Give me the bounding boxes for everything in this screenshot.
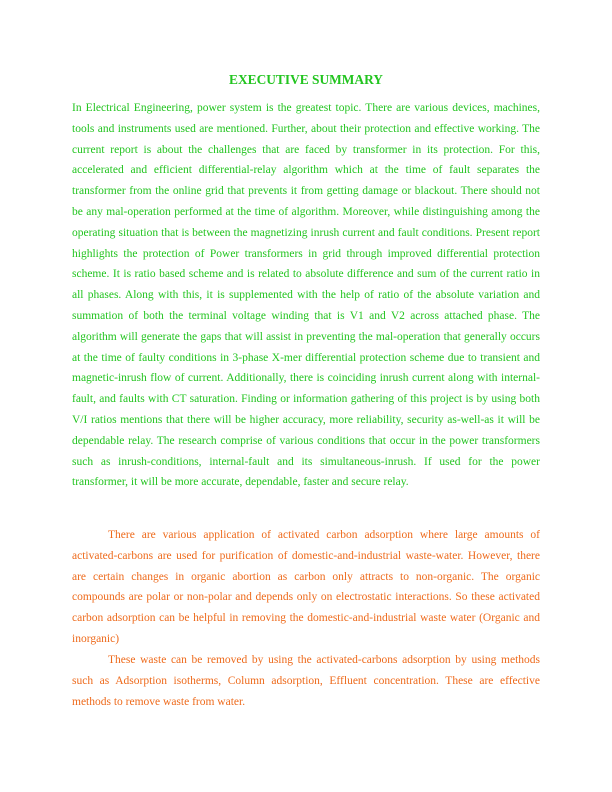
page-title: EXECUTIVE SUMMARY xyxy=(229,72,383,87)
waste-removal-paragraph: These waste can be removed by using the activated-carbons adsorption by using methods such as Adsorption isotherms, Column adsorption, Effluent concentration. These are effective methods to remove waste from water. xyxy=(72,654,540,708)
executive-summary-paragraph: In Electrical Engineering, power system is the greatest topic. There are various devices, machines, tools and instruments used are mentioned. Further, about their protection and effective working. The current report is about the challenges that are faced by transformer in its protection. For this, accelerated and efficient differential-relay algorithm which at the time of fault separates the transformer from the online grid that prevents it from getting damage or blackout. There should not be any mal-operation performed at the time of algorithm. Moreover, while distinguishing among the operating situation that is between the magnetizing inrush current and fault conditions. Present report highlights the protection of Power transformers in grid through improved differential protection scheme. It is ratio based scheme and is related to absolute difference and sum of the current ratio in all phases. Along with this, it is supplemented with the help of ratio of the absolute variation and summation of both the terminal voltage winding that is V1 and V2 across attached phase. The algorithm will generate the gaps that will assist in preventing the mal-operation that generally occurs at the time of faulty conditions in 3-phase X-mer differential protection scheme due to transient and magnetic-inrush flow of current. Additionally, there is coinciding inrush current along with internal-fault, and faults with CT saturation. Finding or information gathering of this project is by using both V/I ratios mentions that there will be higher accuracy, more reliability, security as-well-as it will be dependable relay. The research comprise of various conditions that occur in the power transformers such as inrush-conditions, internal-fault and its simultaneous-inrush. If used for the power transformer, it will be more accurate, dependable, faster and secure relay. xyxy=(72,102,540,489)
carbon-adsorption-paragraph: There are various application of activated carbon adsorption where large amounts of activated-carbons are used for purification of domestic-and-industrial waste-water. However, there are certain changes in organic abortion as carbon only attracts to non-organic. The organic compounds are polar or non-polar and depends only on electrostatic interactions. So these activated carbon adsorption can be helpful in removing the domestic-and-industrial waste water (Organic and inorganic) xyxy=(72,529,540,645)
